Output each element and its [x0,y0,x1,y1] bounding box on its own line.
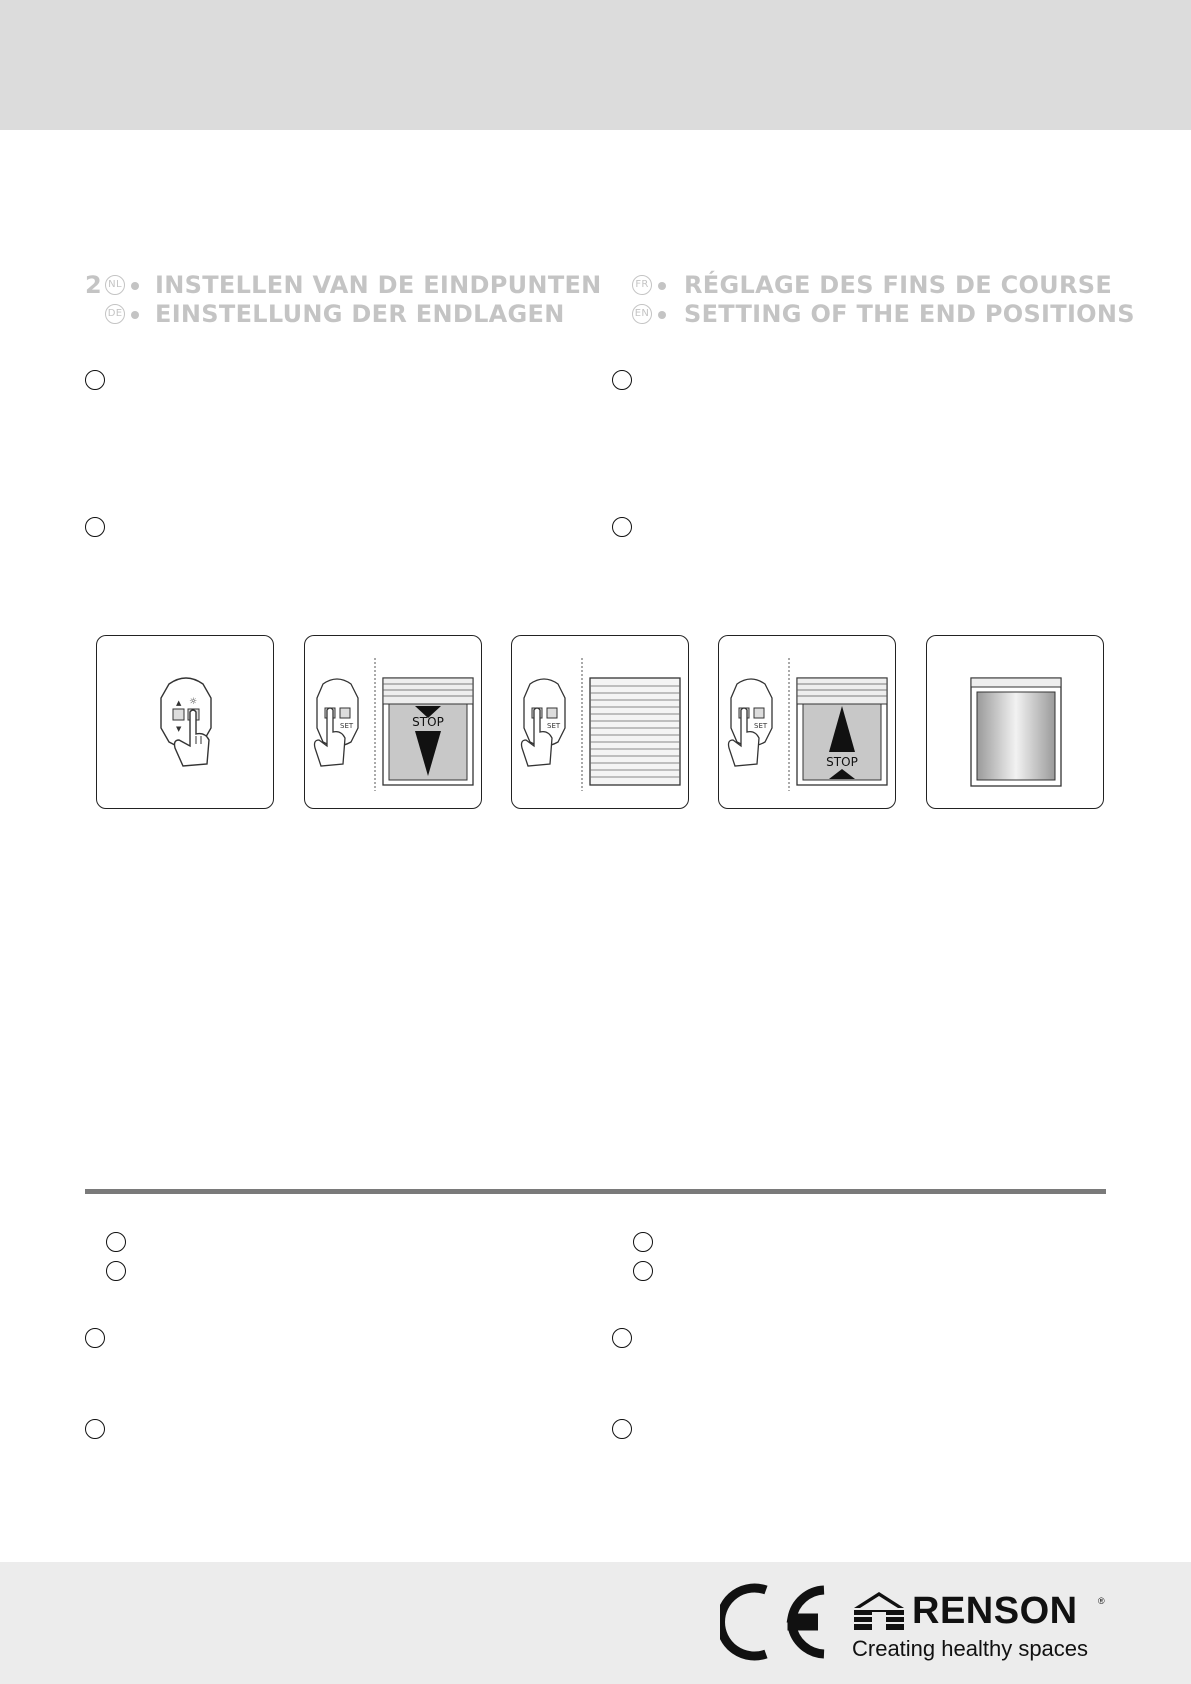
lang-badge-fr: FR [632,275,652,295]
step-marker [612,1419,632,1439]
stop-label: STOP [412,715,444,729]
sun-icon: ☼ [189,697,198,707]
heading-fr: RÉGLAGE DES FINS DE COURSE [684,271,1113,299]
section-divider [85,1189,1106,1194]
svg-text:SET: SET [754,722,768,730]
section-number: 2 [85,271,102,299]
shutter-closed-illustration [512,636,689,809]
step-marker [85,1419,105,1439]
down-arrow-icon: ▼ [176,725,182,733]
step-marker [612,517,632,537]
house-logo-icon [850,1590,908,1634]
heading-de: EINSTELLUNG DER ENDLAGEN [155,300,565,328]
bullet [658,282,666,290]
brand-tagline: Creating healthy spaces [852,1636,1089,1661]
brand-name: RENSON [912,1590,1078,1632]
svg-text:SET: SET [340,722,354,730]
remote-press-illustration [97,636,274,809]
illustration-panel-1 [96,635,274,809]
step-marker [612,370,632,390]
step-marker [85,517,105,537]
step-marker [633,1261,653,1281]
illustration-panel-4 [718,635,896,809]
bullet [131,282,139,290]
step-marker [633,1232,653,1252]
step-marker [85,370,105,390]
stop-label: STOP [826,755,858,769]
step-marker [106,1232,126,1252]
heading-block-right [632,270,1135,330]
ce-mark-icon [720,1582,830,1662]
illustration-panel-2 [304,635,482,809]
shutter-up-stop-illustration [719,636,896,809]
illustration-panel-3 [511,635,689,809]
svg-text:SET: SET [547,722,561,730]
brand-registered: ® [1098,1596,1105,1606]
heading-block-left [85,270,605,330]
lang-badge-de: DE [105,304,125,324]
lang-badge-en: EN [632,304,652,324]
top-band [0,0,1191,130]
heading-en: SETTING OF THE END POSITIONS [684,300,1135,328]
illustration-panel-5 [926,635,1104,809]
window-open-illustration [927,636,1104,809]
up-arrow-icon: ▲ [176,699,182,707]
step-marker [85,1328,105,1348]
bullet [131,311,139,319]
bullet [658,311,666,319]
shutter-down-stop-illustration [305,636,482,809]
step-marker [612,1328,632,1348]
brand-logo [850,1590,1110,1670]
heading-nl: INSTELLEN VAN DE EINDPUNTEN [155,271,602,299]
step-marker [106,1261,126,1281]
lang-badge-nl: NL [105,275,125,295]
